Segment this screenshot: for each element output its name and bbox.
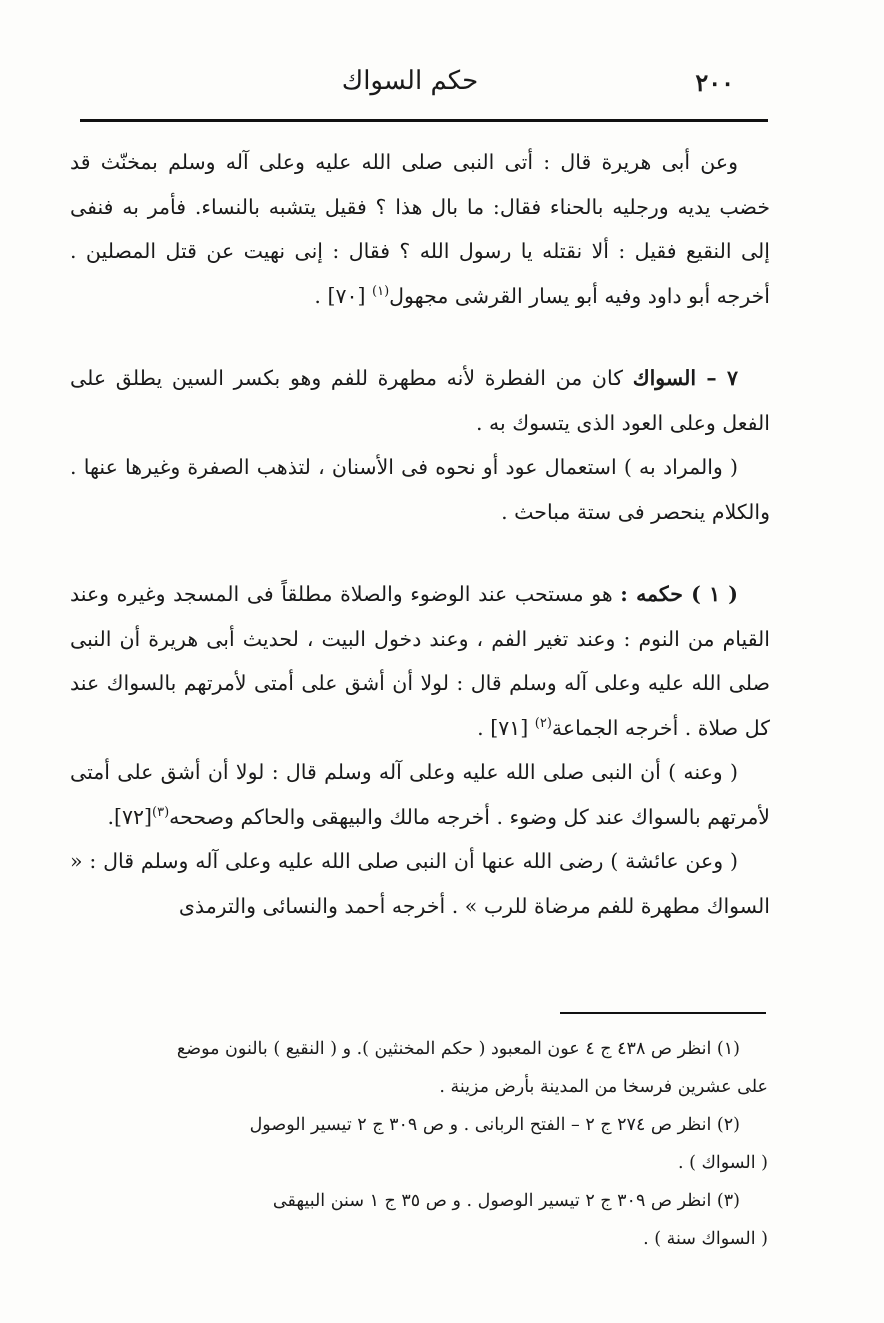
footnote-2 (76, 1106, 768, 1182)
footnote-line: (٢) انظر ص ٢٧٤ ج ٢ – الفتح الربانى . و ص ٣٠٩ ج ٢ تيسير الوصول (249, 1115, 740, 1135)
footnote-3 (76, 1182, 768, 1258)
paragraph-text: كان من الفطرة لأنه مطهرة للفم وهو بكسر السين يطلق على الفعل وعلى العود الذى يتسوك به . (70, 366, 770, 435)
paragraph-text: وعن أبى هريرة قال : أتى النبى صلى الله عليه وعلى آله وسلم بمخنّث قد خضب يديه ورجليه بالحناء فقال: ما بال هذا ؟ فقيل يتشبه بالنساء. فأمر به فنفى إلى النقيع فقيل : ألا نقتله يا رسول الله ؟ فقال : إنى نهيت عن قتل المصلين . أخرجه أبو داود وفيه أبو يسار القرشى مجهول (70, 150, 770, 308)
footnote-1 (76, 1030, 768, 1106)
footnote-marker: (٢) (534, 715, 552, 731)
paragraph-text: هو مستحب عند الوضوء والصلاة مطلقاً فى المسجد وغيره وعند القيام من النوم : وعند تغير الفم ، وعند دخول البيت ، لحديث أبى هريرة أن النبى صلى الله عليه وعلى آله وسلم قال : لولا أن أشق على أمتى لأمرتهم بالسواك عند كل صلاة . أخرجه الجماعة (70, 582, 770, 740)
reference-number: [٧١] . (477, 715, 529, 740)
footnotes (76, 1030, 768, 1258)
paragraph-ruling (70, 572, 770, 750)
footnote-line: ( السواك ) . (677, 1153, 768, 1173)
page-header (80, 60, 740, 108)
page-number: ٢٠٠ (695, 68, 734, 97)
reference-number: [٧٠] . (314, 283, 366, 308)
footnote-marker: (٣) (152, 804, 170, 820)
running-title: حكم السواك (341, 66, 479, 96)
footnote-line: (١) انظر ص ٤٣٨ ج ٤ عون المعبود ( حكم المخنثين ). و ( النقيع ) بالنون موضع (176, 1039, 740, 1059)
paragraph-siwak-meaning (70, 445, 770, 534)
header-rule (80, 119, 768, 122)
section-heading: ٧ – السواك (632, 366, 738, 390)
paragraph-hadith-aisha (70, 839, 770, 928)
paragraph-text: ( وعنه ) أن النبى صلى الله عليه وعلى آله وسلم قال : لولا أن أشق على أمتى لأمرتهم بالسواك عند كل وضوء . أخرجه مالك والبيهقى والحاكم وصححه (70, 760, 770, 829)
subsection-heading: ( ١ ) حكمه : (620, 582, 738, 606)
paragraph-text: ( والمراد به ) استعمال عود أو نحوه فى الأسنان ، لتذهب الصفرة وغيرها عنها . والكلام ينحصر فى ستة مباحث . (70, 455, 770, 524)
reference-number: [٧٢]. (107, 804, 153, 829)
paragraph-siwak-definition (70, 356, 770, 445)
footnote-separator (560, 1012, 766, 1014)
footnote-line: (٣) انظر ص ٣٠٩ ج ٢ تيسير الوصول . و ص ٣٥ ج ١ سنن البيهقى (272, 1191, 740, 1211)
footnote-marker: (١) (372, 283, 390, 299)
paragraph-text: ( وعن عائشة ) رضى الله عنها أن النبى صلى الله عليه وعلى آله وسلم قال : « السواك مطهرة للفم مرضاة للرب » . أخرجه أحمد والنسائى والترمذى (70, 849, 770, 918)
main-text (70, 140, 770, 928)
footnote-line: على عشرين فرسخا من المدينة بأرض مزينة . (439, 1077, 768, 1097)
footnote-line: ( السواك سنة ) . (643, 1229, 768, 1249)
paragraph-hadith-mukhannath (70, 140, 770, 318)
paragraph-hadith-wudu (70, 750, 770, 839)
